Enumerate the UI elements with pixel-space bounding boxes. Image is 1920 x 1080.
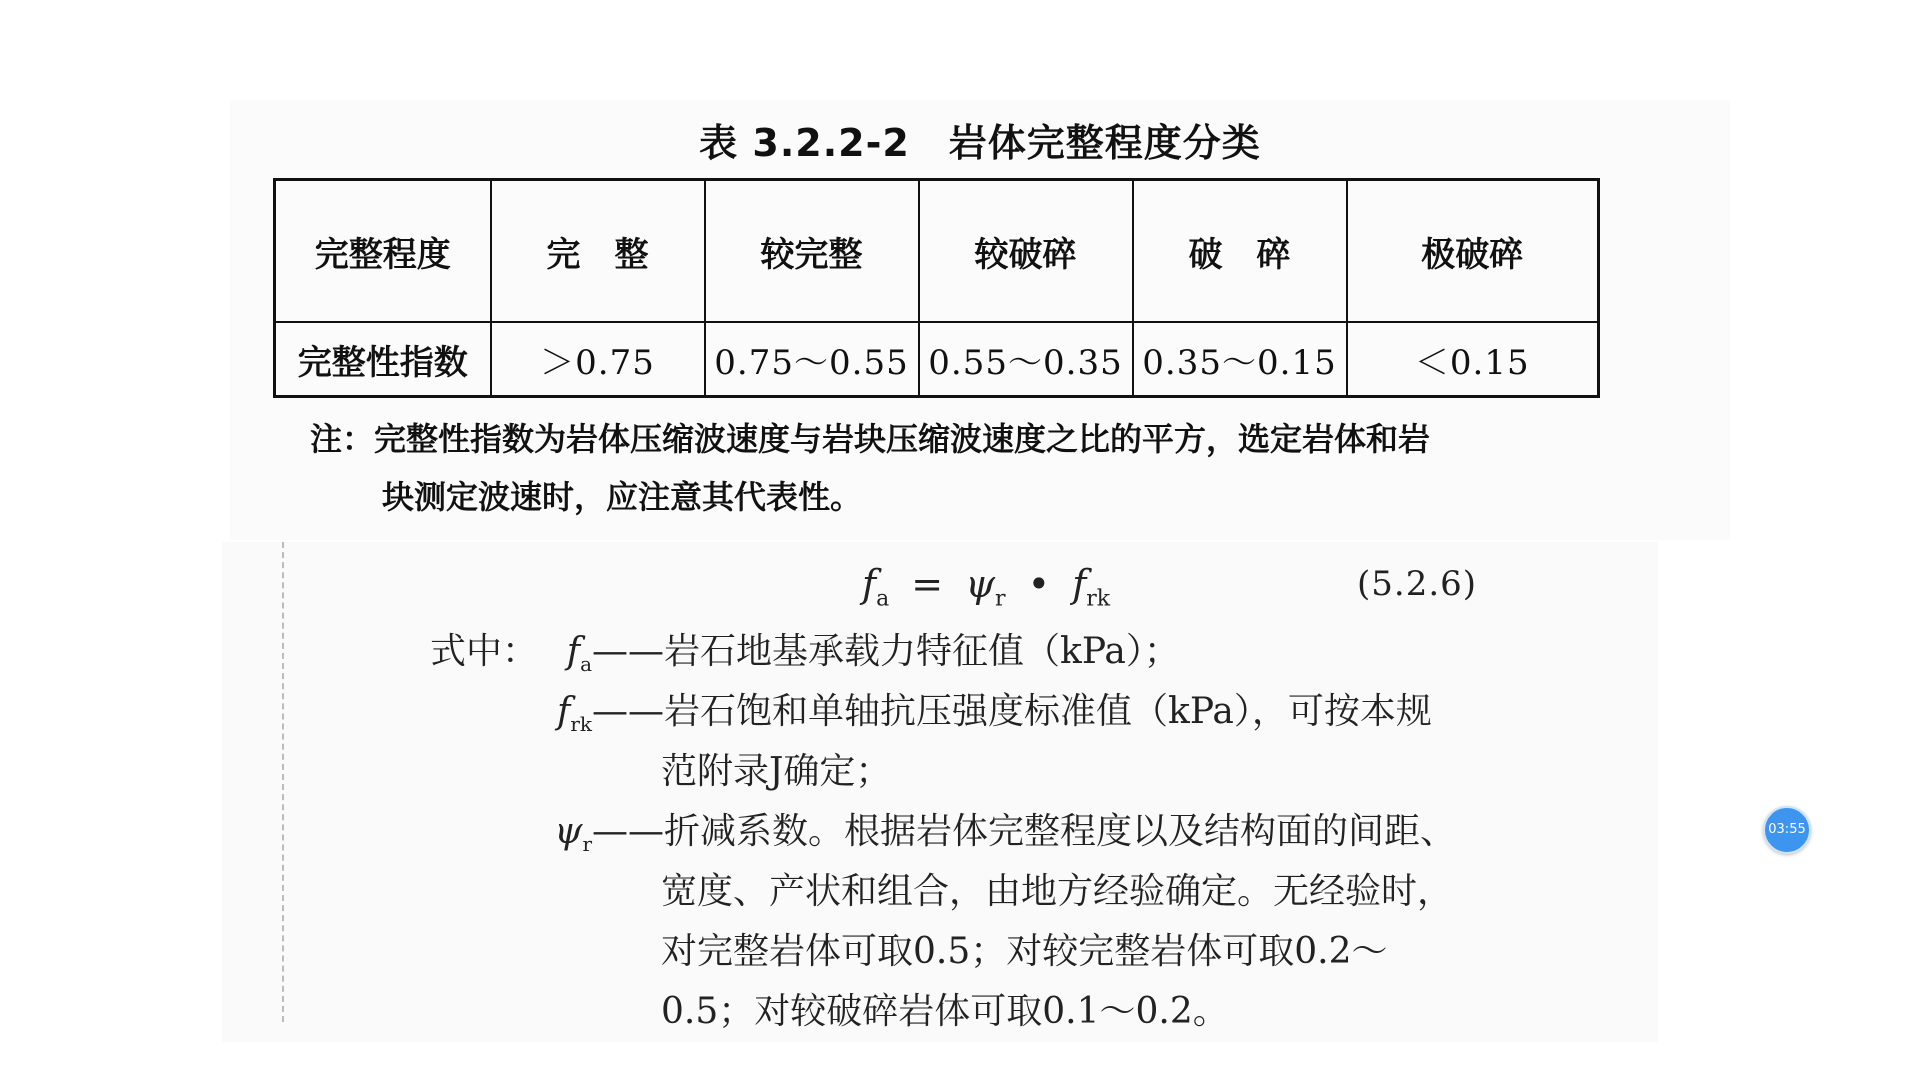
definition-fa-text: ——岩石地基承载力特征值（kPa）；	[592, 631, 1180, 672]
formula-fa: $f_a$	[862, 562, 890, 612]
definitions-prefix: 式中：	[430, 631, 539, 672]
formula-equals: =	[911, 562, 944, 606]
definition-psi-continued-2: 对完整岩体可取0.5；对较完整岩体可取0.2～	[661, 931, 1388, 972]
definition-fa	[430, 622, 1456, 682]
category-cell: 破 碎	[1133, 180, 1347, 323]
equation-number: (5.2.6)	[1357, 564, 1478, 604]
formula-psi: $\psi_r$	[965, 562, 1006, 612]
table-row	[275, 180, 1599, 323]
index-value-cell: 0.35～0.15	[1133, 322, 1347, 397]
note-line-1: 注：完整性指数为岩体压缩波速度与岩块压缩波速度之比的平方，选定岩体和岩	[310, 420, 1431, 458]
definition-frk-text: ——岩石饱和单轴抗压强度标准值（kPa），可按本规	[592, 691, 1432, 732]
formula-dot: •	[1027, 562, 1051, 606]
timer-badge[interactable]: 03:55	[1763, 806, 1811, 854]
row-header-integrity-degree: 完整程度	[275, 180, 491, 323]
definition-psi-continued-3: 0.5；对较破碎岩体可取0.1～0.2。	[661, 991, 1229, 1032]
definition-psi-continued-1: 宽度、产状和组合，由地方经验确定。无经验时，	[661, 871, 1454, 912]
formula-definitions	[430, 622, 1456, 1042]
margin-dashed-line	[282, 542, 284, 1022]
symbol-frk: $f_{rk}$	[556, 691, 592, 737]
category-cell: 极破碎	[1347, 180, 1599, 323]
category-cell: 较完整	[705, 180, 919, 323]
table-row	[275, 322, 1599, 397]
definition-psi-text: ——折减系数。根据岩体完整程度以及结构面的间距、	[592, 811, 1457, 852]
category-cell: 较破碎	[919, 180, 1133, 323]
note-line-2: 块测定波速时，应注意其代表性。	[382, 478, 863, 516]
definition-psi	[430, 802, 1456, 862]
formula-frk: $f_{rk}$	[1072, 562, 1111, 612]
symbol-psi: $\psi_r$	[554, 811, 592, 857]
formula-5-2-6	[862, 562, 1110, 612]
rock-integrity-table	[273, 178, 1600, 398]
index-value-cell: 0.75～0.55	[705, 322, 919, 397]
table-note	[310, 410, 1610, 526]
index-value-cell: ＜0.15	[1347, 322, 1599, 397]
table-title: 表 3.2.2-2 岩体完整程度分类	[699, 121, 1261, 165]
index-value-cell: ＞0.75	[491, 322, 705, 397]
symbol-fa: $f_a$	[566, 631, 592, 677]
definition-frk-continued: 范附录J确定；	[661, 751, 892, 792]
index-value-cell: 0.55～0.35	[919, 322, 1133, 397]
definition-frk	[430, 682, 1456, 742]
formula-excerpt	[222, 542, 1658, 1042]
row-header-integrity-index: 完整性指数	[275, 322, 491, 397]
category-cell: 完 整	[491, 180, 705, 323]
table-excerpt	[230, 100, 1730, 540]
